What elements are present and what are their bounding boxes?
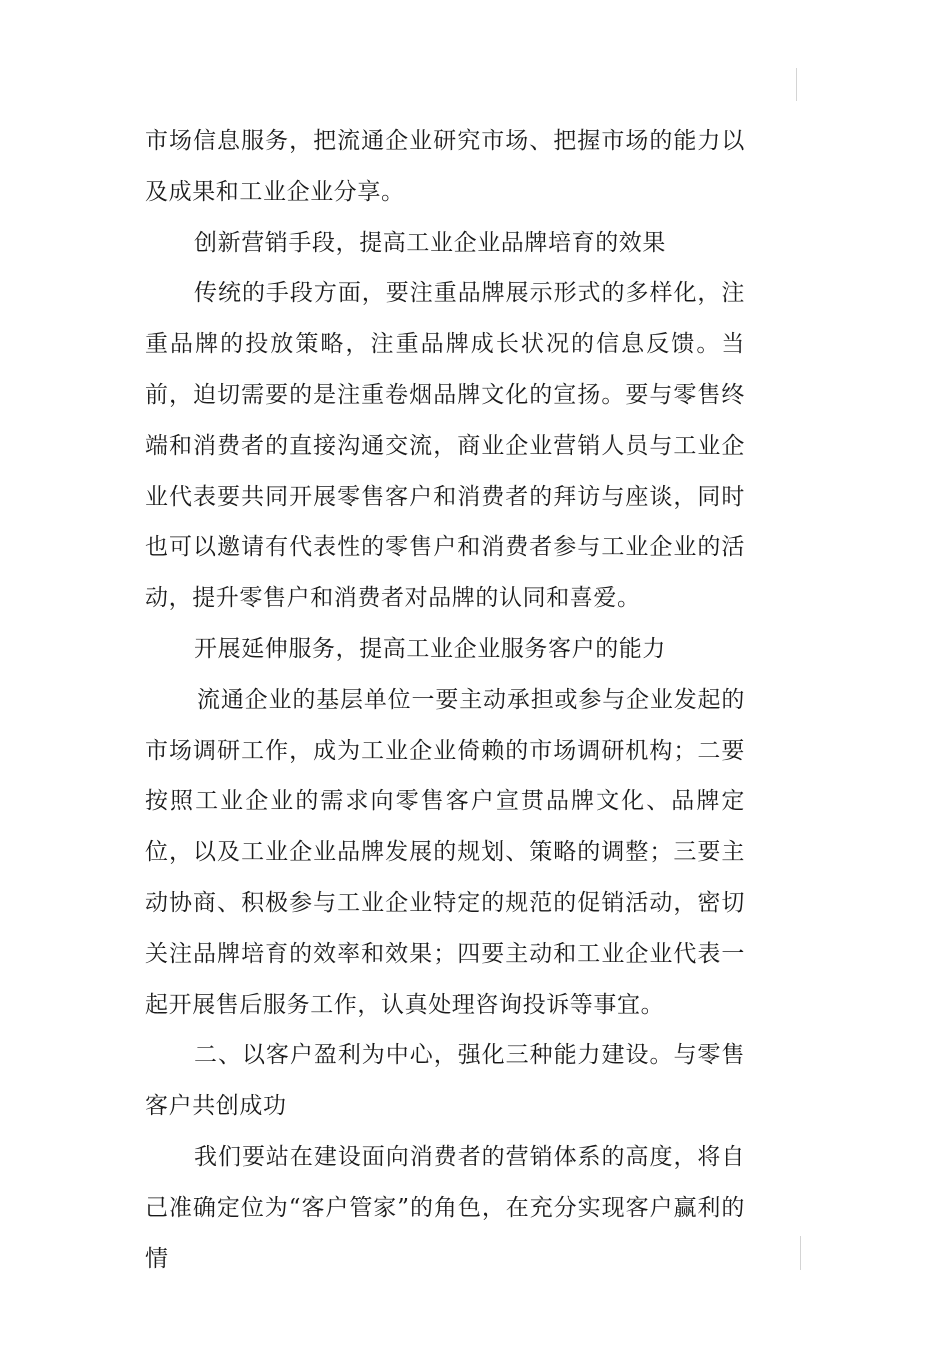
paragraph-grassroots-units: 流通企业的基层单位一要主动承担或参与企业发起的市场调研工作，成为工业企业倚赖的市场调研机构；二要按照工业企业的需求向零售客户宣贯品牌文化、品牌定位，以及工业企业品牌发展的规划、策略的调整；三要主动协商、积极参与工业企业特定的规范的促销活动，密切关注品牌培育的效率和效果；四要主动和工业企业代表一起开展售后服务工作，认真处理咨询投诉等事宜。: [145, 686, 745, 1018]
crop-mark-bottom: [800, 1236, 801, 1270]
heading-innovate-marketing: 创新营销手段，提高工业企业品牌培育的效果: [194, 229, 666, 256]
heading-extended-service: 开展延伸服务，提高工业企业服务客户的能力: [194, 635, 666, 662]
paragraph-traditional-means: 传统的手段方面，要注重品牌展示形式的多样化，注重品牌的投放策略，注重品牌成长状况的信息反馈。当前，迫切需要的是注重卷烟品牌文化的宣扬。要与零售终端和消费者的直接沟通交流，商业企业营销人员与工业企业代表要共同开展零售客户和消费者的拜访与座谈，同时也可以邀请有代表性的零售户和消费者参与工业企业的活动，提升零售户和消费者对品牌的认同和喜爱。: [145, 280, 745, 612]
heading-customer-profit: 二、以客户盈利为中心，强化三种能力建设。与零售客户共创成功: [145, 1042, 745, 1120]
document-body: [145, 116, 745, 1284]
crop-mark-top: [796, 68, 797, 101]
paragraph-customer-steward: 我们要站在建设面向消费者的营销体系的高度，将自己准确定位为“客户管家”的角色，在充分实现客户赢利的情: [145, 1143, 745, 1272]
paragraph-market-info-continuation: 市场信息服务，把流通企业研究市场、把握市场的能力以及成果和工业企业分享。: [145, 128, 745, 205]
